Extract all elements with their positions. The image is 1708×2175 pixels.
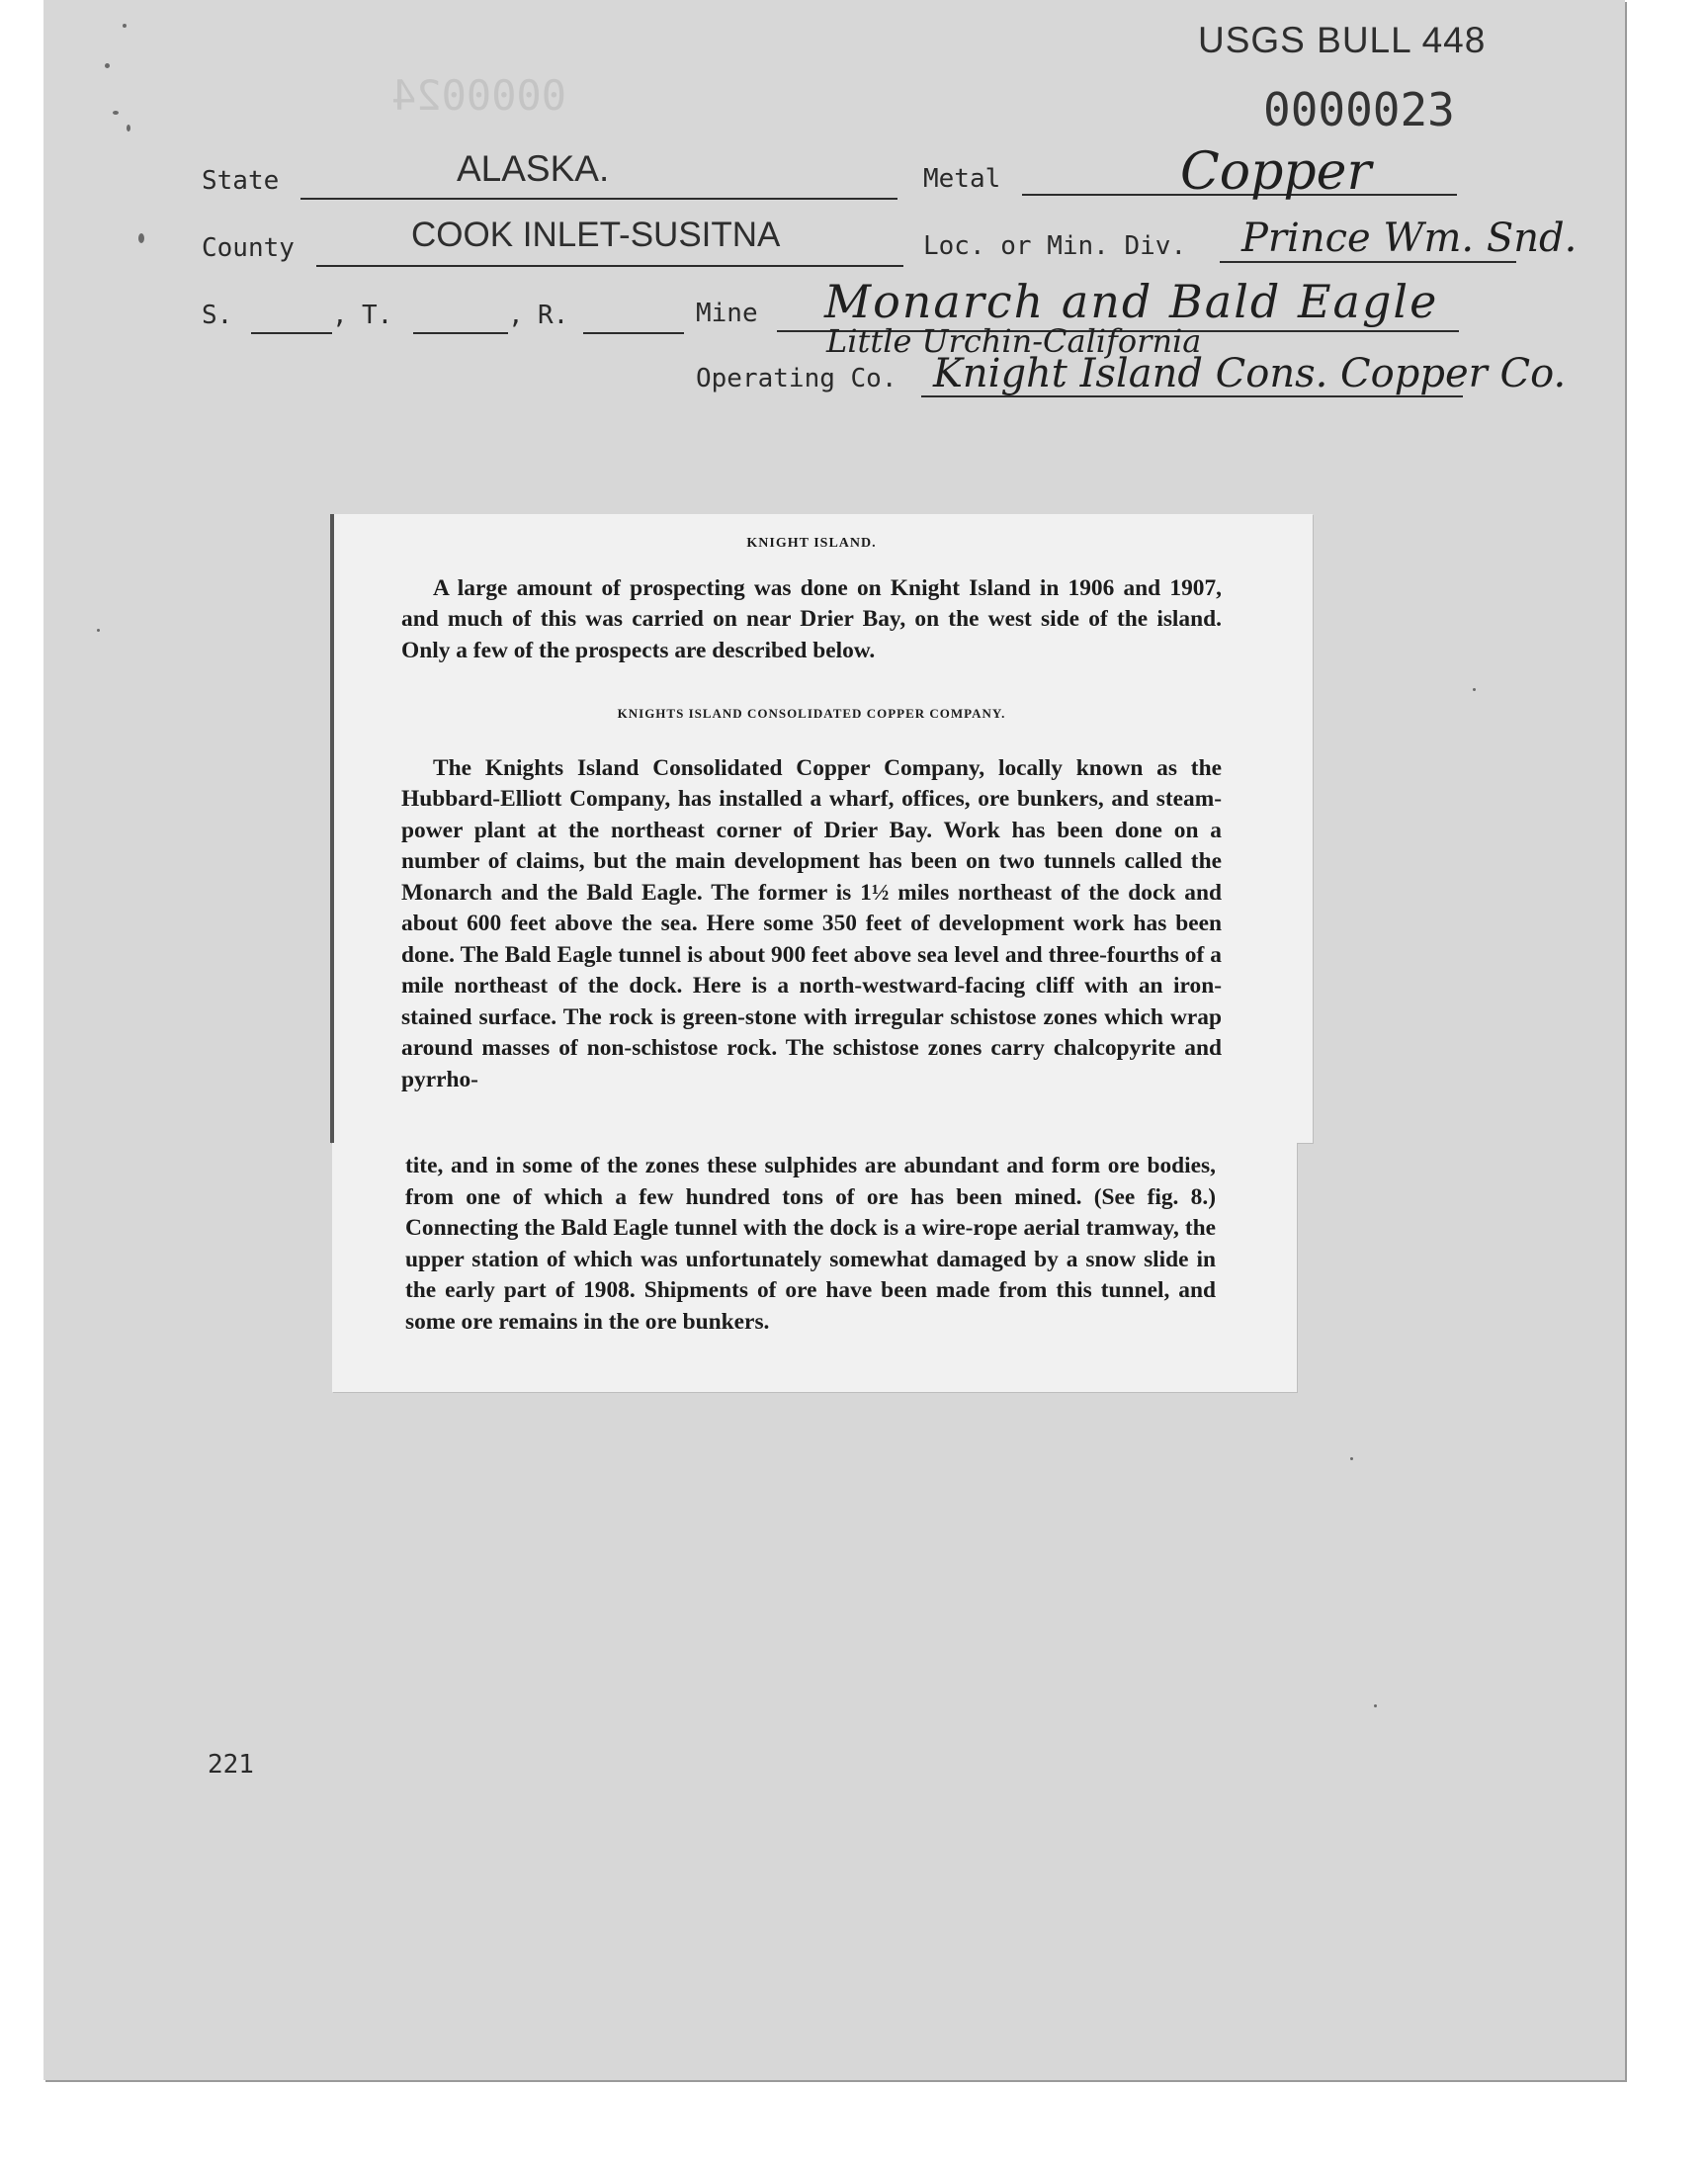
- clipping-paragraph-1: A large amount of prospecting was done on Knight Island in 1906 and 1907, and much of this was carried on near Drier Bay, on the west side of the island. Only a few of the prospects are described below.: [401, 574, 1222, 663]
- county-label: County: [202, 233, 295, 263]
- page-number: 221: [208, 1750, 254, 1780]
- scan-speck: [1350, 1457, 1353, 1460]
- scan-speck: [97, 629, 100, 632]
- operating-label: Operating Co.: [696, 364, 897, 393]
- section-underline: [251, 332, 332, 334]
- clipping-subheading: KNIGHTS ISLAND CONSOLIDATED COPPER COMPANY.: [617, 706, 1006, 721]
- state-label: State: [202, 166, 280, 196]
- mine-value: Monarch and Bald Eagle: [824, 275, 1439, 328]
- scan-speck: [138, 233, 144, 243]
- range-label: R.: [538, 301, 569, 330]
- scan-speck: [1473, 688, 1476, 691]
- county-value: COOK INLET-SUSITNA: [411, 216, 781, 254]
- county-underline: [316, 265, 903, 267]
- clipping-paragraph-2: The Knights Island Consolidated Copper Company, locally known as the Hubbard-Elliott Company, has installed a wharf, offices, ore bunkers, and steam-power plant at the northeast corner of Drier Bay. Work has been done on a number of claims, but the main development has been on two tunnels called the Monarch and the Bald Eagle. The former is 1½ miles northeast of the dock and about 600 feet above the sea. Here some 350 feet of development work has been done. The Bald Eagle tunnel is about 900 feet above sea level and three-fourths of a mile northeast of the dock. Here is a north-westward-facing cliff with an iron-stained surface. The rock is green-stone with irregular schistose zones which wrap around masses of non-schistose rock. The schistose zones carry chalcopyrite and pyrrho-: [401, 754, 1222, 1092]
- metal-value: Copper: [1180, 142, 1372, 202]
- loc-label: Loc. or Min. Div.: [923, 231, 1187, 261]
- township-underline: [413, 332, 508, 334]
- mine-label: Mine: [696, 299, 758, 328]
- scan-speck: [123, 24, 127, 28]
- faint-stamp: 0000024: [391, 71, 567, 120]
- metal-label: Metal: [923, 164, 1001, 194]
- state-value: ALASKA.: [457, 148, 610, 189]
- state-underline: [300, 198, 897, 200]
- scan-speck: [113, 111, 119, 115]
- clipping-heading: KNIGHT ISLAND.: [746, 536, 877, 551]
- comma-2: ,: [508, 301, 524, 330]
- scan-speck: [127, 125, 130, 131]
- loc-underline: [1220, 261, 1516, 263]
- clipping-top: [330, 514, 1313, 1143]
- mine-alt-value: Little Urchin-California: [826, 322, 1202, 360]
- scan-speck: [105, 63, 110, 68]
- bulletin-stamp: USGS BULL 448: [1198, 20, 1487, 60]
- comma-1: ,: [332, 301, 348, 330]
- clipping-paragraph-3: tite, and in some of the zones these sulphides are abundant and form ore bodies, from one of which a few hundred tons of ore has been mined. (See fig. 8.) Connecting the Bald Eagle tunnel with the dock is a wire-rope aerial tramway, the upper station of which was unfortunately somewhat damaged by a snow slide in the early part of 1908. Shipments of ore have been made from this tunnel, and some ore remains in the ore bunkers.: [405, 1153, 1216, 1335]
- loc-value: Prince Wm. Snd.: [1241, 216, 1578, 261]
- clipping-bottom: [332, 1143, 1297, 1392]
- range-underline: [583, 332, 684, 334]
- scan-speck: [1374, 1704, 1377, 1707]
- township-label: T.: [362, 301, 393, 330]
- section-label: S.: [202, 301, 233, 330]
- card-number: 0000023: [1263, 83, 1455, 136]
- operating-value: Knight Island Cons. Copper Co.: [933, 351, 1567, 396]
- index-card: [43, 0, 1625, 2080]
